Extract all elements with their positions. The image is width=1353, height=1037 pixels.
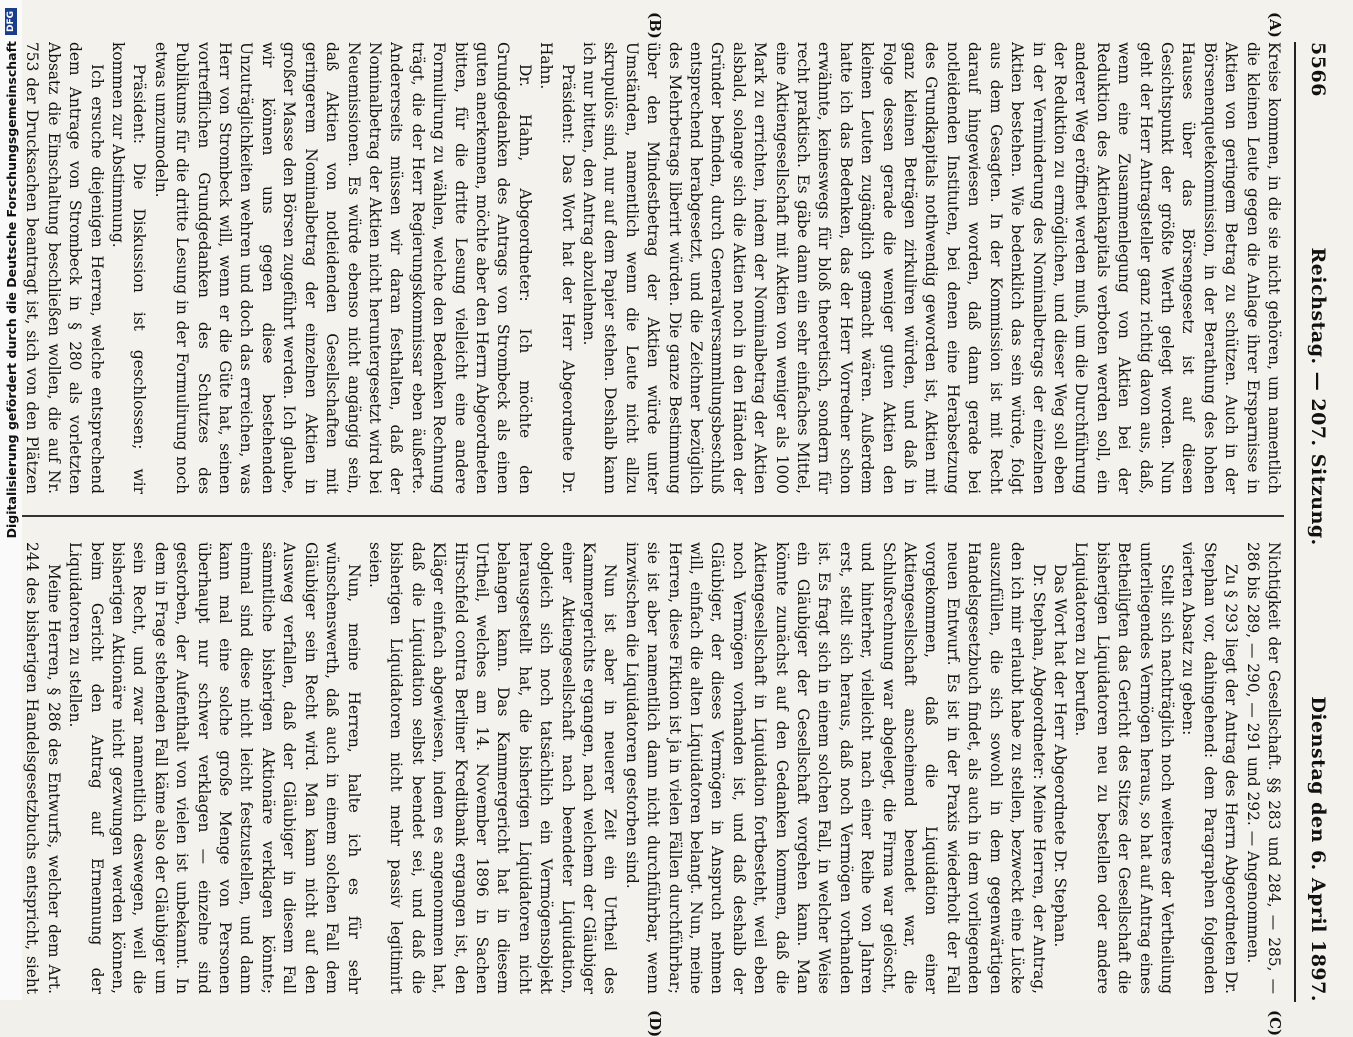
column-divider	[4, 515, 1284, 517]
paragraph: Zu § 293 liegt der Antrag des Herrn Abgeordneten Dr. Stephan vor, dahingehend: dem Paragraphen folgenden vierten Absatz zu geben:	[1179, 542, 1241, 994]
paragraph: Stellt sich nachträglich noch weiteres der Vertheilung unterliegendes Vermögen heraus, so hat auf Antrag eines Betheiligten das Gericht des Sitzes der Gesellschaft die bisherigen Liquidatoren neu zu bestellen oder andere Liquidatoren zu berufen.	[1072, 542, 1176, 994]
header-title: Reichstag. — 207. Sitzung.	[1307, 247, 1329, 546]
paragraph: Ich ersuche diejenigen Herren, welche entsprechend dem Antrage von Strombeck in § 280 als vorletzten Absatz die Einschaltung beschließen wollen, die auf Nr. 753 der Drucksachen beantragt ist, sich von den Plätzen	[23, 42, 106, 494]
paragraph: Nun ist aber in neuerer Zeit ein Urtheil des Kammergerichts ergangen, nach welchem der Gläubiger einer Aktiengesellschaft nach beendeter Liquidation, obgleich sich noch tatsächlich ein Vermögensobjekt herausgestellt hat, die bisherigen Liquidatoren nicht belangen kann. Das Kammergericht hat in diesem Urtheil, welches am 14. November 1896 in Sachen Hirschfeld contra Berliner Kreditbank ergangen ist, den Kläger einfach abgewiesen, indem es angenommen hat, daß die Liquidation selbst beendet sei, und daß die bisherigen Liquidatoren nicht mehr passiv legitimirt seien.	[365, 542, 620, 994]
right-column	[4, 542, 1284, 994]
paragraph: Präsident: Die Diskussion ist geschlossen; wir kommen zur Abstimmung.	[109, 42, 149, 494]
page-header	[1294, 42, 1340, 1002]
paragraph: Dr. Stephan, Abgeordneter: Meine Herren, der Antrag, den ich mir erlaubt habe zu stellen, bezweckt eine Lücke auszufüllen, die sich sowohl in dem gegenwärtigen Handelsgesetzbuch findet, als auch in dem vorliegenden neuen Entwurf. Es ist in der Praxis wiederholt der Fall vorgekommen, daß die Liquidation einer Aktiengesellschaft anscheinend beendet war, die Schlußrechnung war abgelegt, die Firma war gelöscht, und hinterher, vielleicht nach einer Reihe von Jahren erst, stellt sich heraus, daß noch Vermögen vorhanden ist. Es fragt sich in einem solchen Fall, in welcher Weise ein Gläubiger der Gesellschaft vorgehen kann. Man könnte zunächst auf den Gedanken kommen, daß die Aktiengesellschaft in Liquidation fortbesteht, weil eben noch Vermögen vorhanden ist, und daß deshalb der Gläubiger, der dieses Vermögen in Anspruch nehmen will, einfach die alten Liquidatoren belangt. Nun, meine Herren, diese Fiktion ist ja in vielen Fällen durchführbar; sie ist aber namentlich dann nicht durchführbar, wenn inzwischen die Liquidatoren gestorben sind.	[622, 542, 1048, 994]
margin-marker-d: (D)	[646, 1010, 664, 1037]
margin-marker-c: (C)	[1266, 1010, 1284, 1037]
footer-text: Digitalisierung gefördert durch die Deutsche Forschungsgemeinschaft	[3, 41, 19, 539]
paragraph: Meine Herren, § 286 des Entwurfs, welcher dem Art. 244 des bisherigen Handelsgesetzbuchs entspricht, sieht	[23, 542, 63, 994]
margin-marker-a: (A)	[1266, 12, 1284, 38]
left-column	[4, 42, 1284, 494]
paragraph: Nichtigkeit der Gesellschaft. §§ 283 und 284, — 285, — 286 bis 289, — 290, — 291 und 292. — Angenommen.	[1243, 542, 1283, 994]
dfg-logo: DFG	[5, 8, 17, 35]
paragraph: Nun, meine Herren, halte ich es für sehr wünschenswerth, daß auch in einem solchen Fall dem Gläubiger sein Recht wird. Man kann nicht auf den Ausweg verfallen, daß der Gläubiger in diesem Fall sämmtliche bisherigen Aktionäre verklagen könnte; einmal sind diese nicht leicht festzustellen, und dann kann mal eine solche große Menge von Personen überhaupt nur schwer verklagen — einzelne sind gestorben, der Aufenthalt von vielen ist unbekannt. In dem in Frage stehenden Fall käme also der Gläubiger um sein Recht, und zwar namentlich deswegen, weil die bisherigen Aktionäre nicht gezwungen werden können, beim Gericht den Antrag auf Ernennung der Liquidatoren zu stellen.	[66, 542, 363, 994]
page-number: 5566	[1307, 42, 1329, 97]
paragraph: Das Wort hat der Herr Abgeordnete Dr. Stephan.	[1050, 564, 1069, 948]
header-date: Dienstag den 6. April 1897.	[1307, 696, 1329, 1002]
margin-marker-b: (B)	[646, 12, 664, 39]
paragraph: Kreise kommen, in die sie nicht gehören, um namentlich die kleinen Leute gegen die Anlage ihrer Ersparnisse in Aktien von geringem Betrag zu schützen. Auch in der Börsenenquetekommission, in der Berathung des hohen Hauses über das Börsengesetz ist auf diesen Gesichtspunkt der größte Werth gelegt worden. Nun geht der Herr Antragsteller ganz richtig davon aus, daß, wenn eine Zusammenlegung von Aktien bei der Reduktion des Aktienkapitals verboten werden soll, ein anderer Weg eröffnet werden muß, um die Durchführung der Reduktion zu ermöglichen, und dieser Weg soll eben in der Verminderung des Nominalbetrags der einzelnen Aktien bestehen. Wie bedenklich das sein würde, folgt aus dem Gesagten. In der Kommission ist mit Recht darauf hingewiesen worden, daß dann gerade bei notleidenden Instituten, bei denen eine Herabsetzung des Grundkapitals nothwendig geworden ist, Aktien mit ganz kleinen Beträgen zirkuliren würden, und daß in Folge dessen gerade die weniger guten Aktien den kleinen Leuten zugänglich gemacht wären. Außerdem hatte ich das Bedenken, das der Herr Vorredner schon erwähnte, keineswegs für bloß theoretisch, sondern für recht praktisch. Es gäbe dann ein sehr einfaches Mittel, eine Aktiengesellschaft mit Aktien von weniger als 1000 Mark zu errichten, indem der Nominalbetrag der Aktien alsbald, solange sich die Aktien noch in den Händen der Gründer befinden, durch Generalversammlungsbeschluß entsprechend herabgesetzt, und die Zeichner bezüglich des Mehrbetrags liberirt würden. Die ganze Bestimmung über den Mindestbetrag der Aktien würde unter Umständen, namentlich wenn die Leute nicht allzu skrupulös sind, nur auf dem Papier stehen. Deshalb kann ich nur bitten, den Antrag abzulehnen.	[580, 42, 1283, 494]
digitization-footer	[0, 0, 22, 1000]
paragraph: Dr. Hahn, Abgeordneter: Ich möchte den Grundgedanken des Antrags von Strombeck als einen guten anerkennen, möchte aber den Herrn Abgeordneten bitten, für die dritte Lesung vielleicht eine andere Formulirung zu wählen, welche den Bedenken Rechnung trägt, die der Herr Regierungskommissar eben äußerte. Andererseits müssen wir daran festhalten, daß der Nominalbetrag der Aktien nicht heruntergesetzt wird bei Neuemissionen. Es würde ebenso nicht angängig sein, daß Aktien von notleidenden Gesellschaften mit geringerem Nominalbetrag der einzelnen Aktien in großer Masse den Börsen zugeführt werden. Ich glaube, wir können uns gegen diese bestehenden Unzuträglichkeiten wehren und doch das erreichen, was Herr von Strombeck will, wenn er die Güte hat, seinen vortrefflichen Grundgedanken des Schutzes des Publikums für die dritte Lesung in der Formulirung noch etwas umzumodeln.	[151, 42, 534, 494]
paragraph: Präsident: Das Wort hat der Herr Abgeordnete Dr. Hahn.	[537, 42, 577, 494]
